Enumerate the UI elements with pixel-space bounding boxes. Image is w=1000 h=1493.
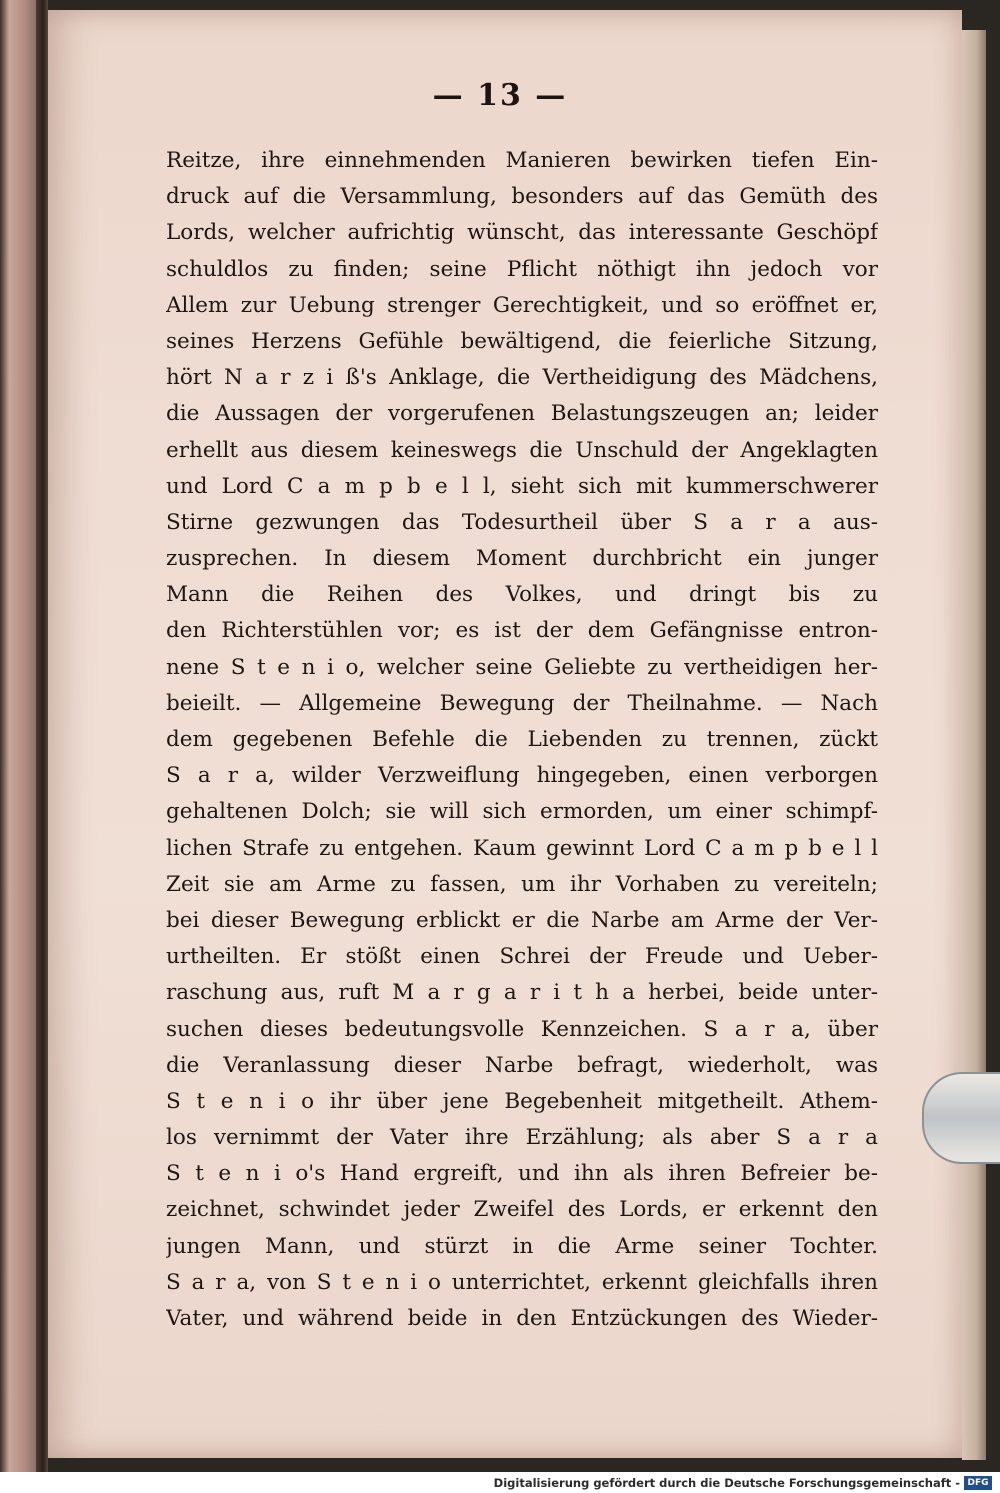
dfg-logo-icon: DFG [964,1476,992,1490]
text-line: suchen dieses bedeutungsvolle Kennzeichen. S a r a, über [166,1016,878,1042]
body-text [166,143,878,1337]
text-line: Vater, und während beide in den Entzückungen des Wieder- [166,1306,878,1331]
text-line: Lords, welcher aufrichtig wünscht, das interessante Geschöpf [166,220,878,246]
text-line: lichen Strafe zu entgehen. Kaum gewinnt Lord C a m p b e l l [166,835,878,861]
text-line: Reitze, ihre einnehmenden Manieren bewirken tiefen Ein- [166,148,878,173]
text-line: die Aussagen der vorgerufenen Belastungszeugen an; leider [166,401,878,427]
text-line: schuldlos zu finden; seine Pflicht nöthigt ihn jedoch vor [166,256,878,282]
text-line: los vernimmt der Vater ihre Erzählung; als aber S a r a [166,1125,878,1151]
text-line: erhellt aus diesem keineswegs die Unschuld der Angeklagten [166,437,878,463]
text-line: hört N a r z i ß's Anklage, die Vertheidigung des Mädchens, [166,365,878,391]
text-line: raschung aus, ruft M a r g a r i t h a herbei, beide unter- [166,980,878,1006]
text-line: den Richterstühlen vor; es ist der dem Gefängnisse entron- [166,618,878,644]
text-line: S a r a, von S t e n i o unterrichtet, erkennt gleichfalls ihren [166,1269,878,1295]
text-line: S a r a, wilder Verzweiflung hingegeben, einen verborgen [166,763,878,789]
text-line: S t e n i o's Hand ergreift, und ihn als ihren Befreier be- [166,1161,878,1187]
text-line: die Veranlassung dieser Narbe befragt, wiederholt, was [166,1052,878,1078]
page-number: — 13 — [432,78,568,113]
text-line: Zeit sie am Arme zu fassen, um ihr Vorhaben zu vereiteln; [166,871,878,897]
text-line: gehaltenen Dolch; sie will sich ermorden, um einer schimpf- [166,799,878,825]
text-line: Allem zur Uebung strenger Gerechtigkeit, und so eröffnet er, [166,292,878,318]
text-line: Stirne gezwungen das Todesurtheil über S a r a aus- [166,509,878,535]
text-line: nene S t e n i o, welcher seine Geliebte zu vertheidigen her- [166,654,878,680]
text-line: S t e n i o ihr über jene Begebenheit mitgetheilt. Athem- [166,1088,878,1114]
text-line: zeichnet, schwindet jeder Zweifel des Lords, er erkennt den [166,1197,878,1223]
funding-credit: Digitalisierung gefördert durch die Deutsche Forschungsgemeinschaft - [493,1476,960,1490]
text-line: druck auf die Versammlung, besonders auf das Gemüth des [166,184,878,210]
text-line: bei dieser Bewegung erblickt er die Narbe am Arme der Ver- [166,907,878,933]
book-gutter [36,0,48,1472]
text-line: Mann die Reihen des Volkes, und dringt bis zu [166,582,878,608]
page-clip-icon [922,1072,1000,1164]
text-line: dem gegebenen Befehle die Liebenden zu trennen, zückt [166,727,878,752]
text-line: seines Herzens Gefühle bewältigend, die feierliche Sitzung, [166,328,878,354]
text-line: zusprechen. In diesem Moment durchbricht ein junger [166,546,878,572]
page-stack-edge [962,30,986,1460]
text-line: beieilt. — Allgemeine Bewegung der Theilnahme. — Nach [166,690,878,716]
text-line: und Lord C a m p b e l l, sieht sich mit kummerschwerer [166,473,878,499]
text-line: jungen Mann, und stürzt in die Arme seiner Tochter. [166,1233,878,1259]
text-line: urtheilten. Er stößt einen Schrei der Freude und Ueber- [166,944,878,970]
